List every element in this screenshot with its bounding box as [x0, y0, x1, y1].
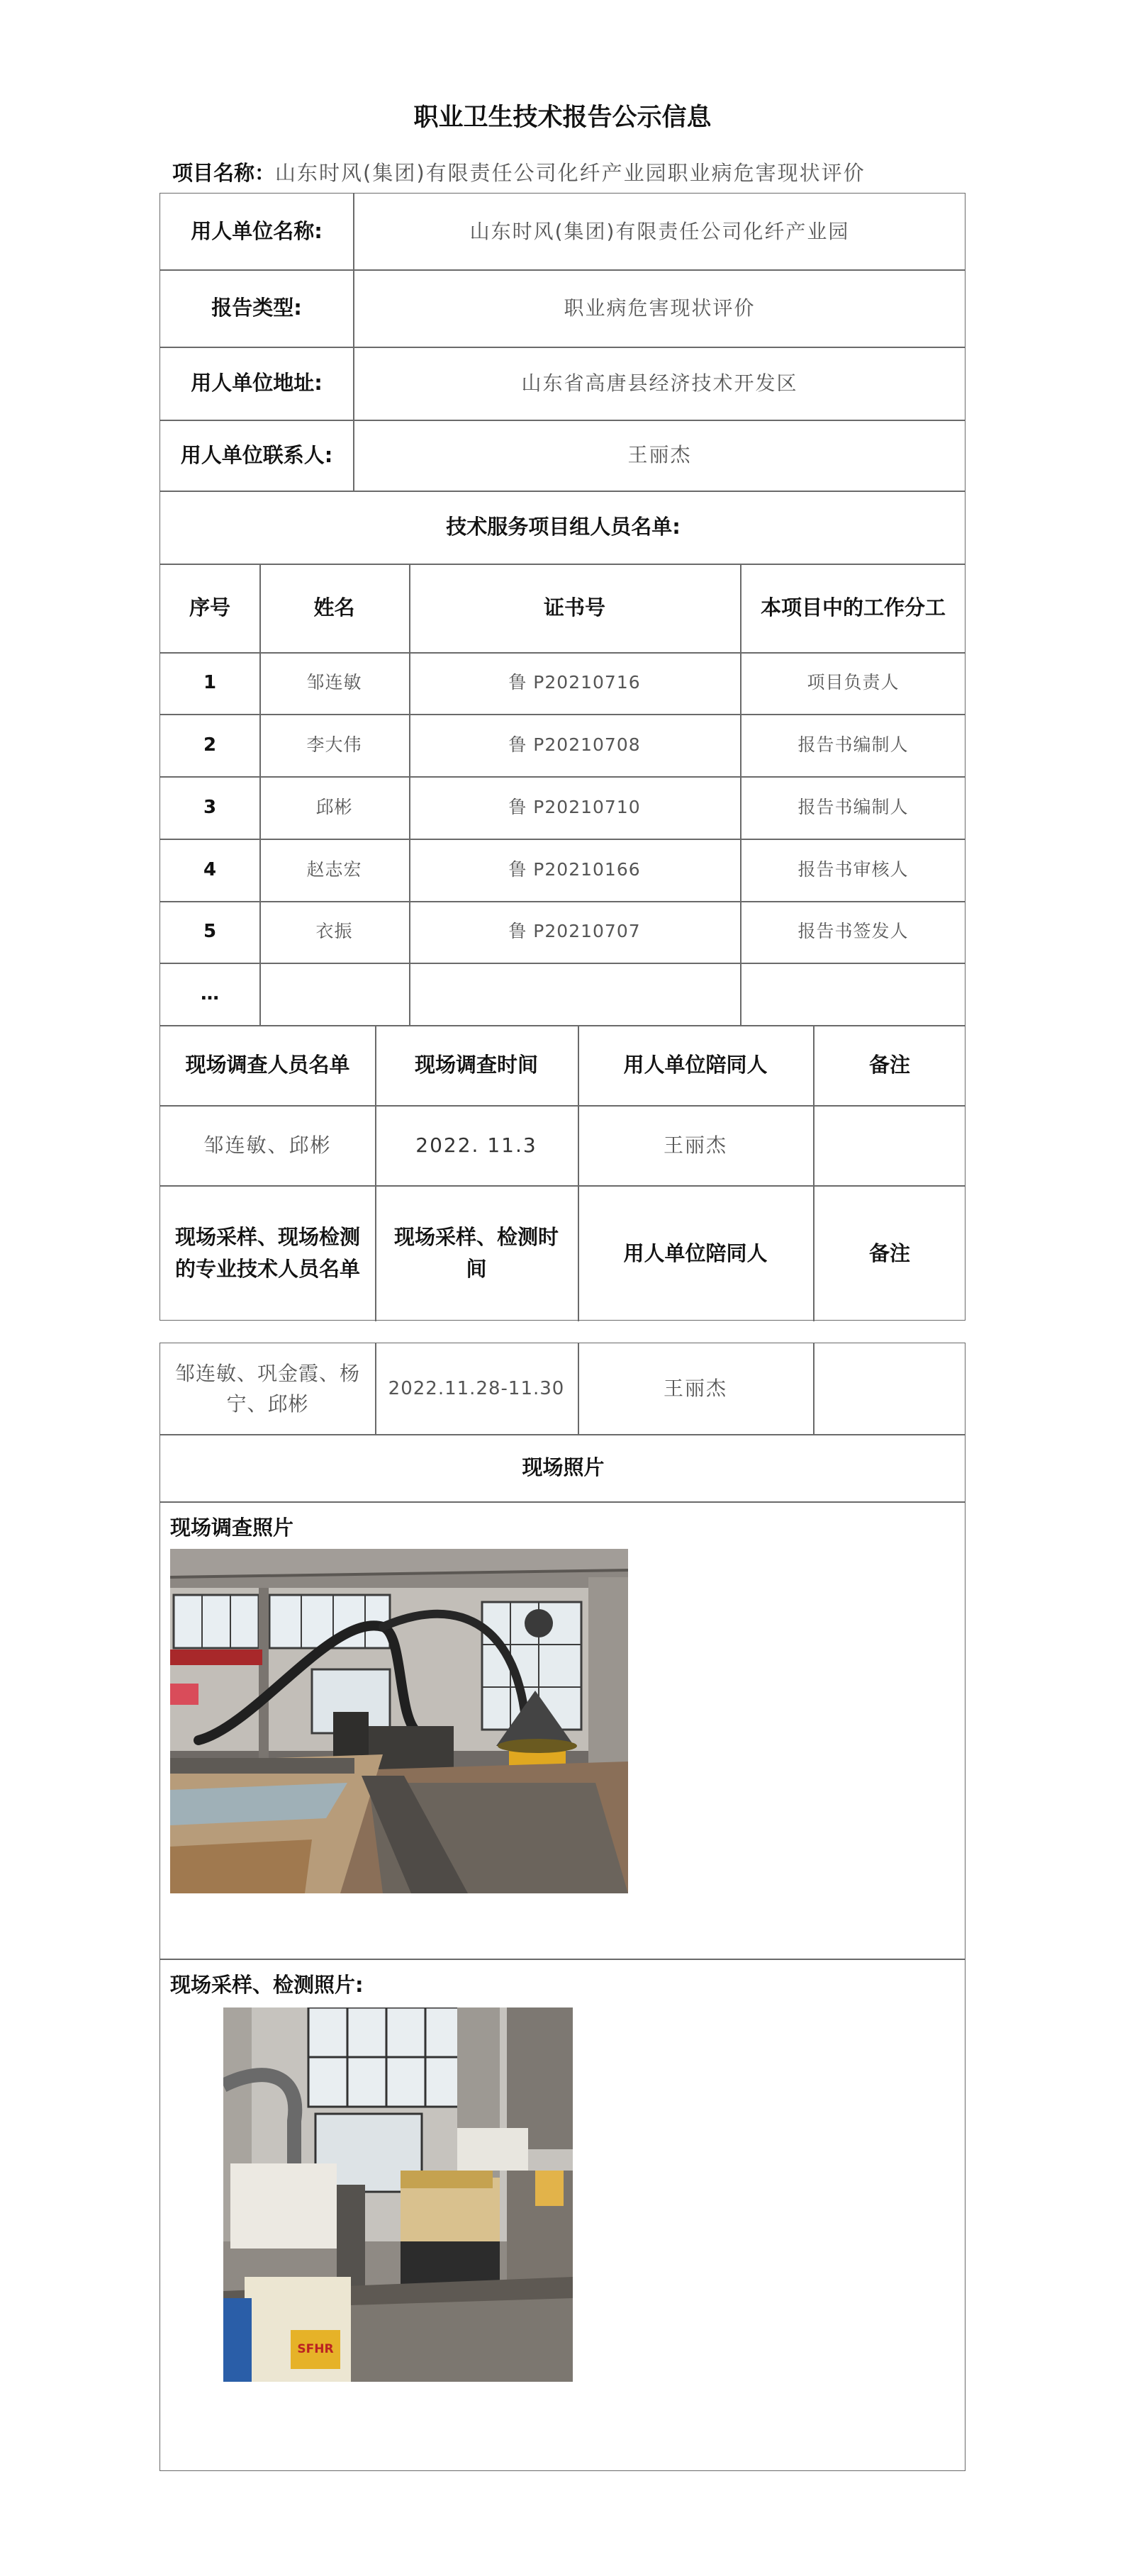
company-name-label: 用人单位名称: [191, 219, 323, 244]
project-name-value: 山东时风(集团)有限责任公司化纤产业园职业病危害现状评价 [275, 161, 866, 185]
team-row-4-no: 4 [203, 858, 217, 880]
company-name-value: 山东时风(集团)有限责任公司化纤产业园 [469, 219, 850, 243]
team-row-3-no: 3 [203, 796, 217, 818]
team-list-title: 技术服务项目组人员名单: [446, 515, 681, 539]
team-row-1-no: 1 [203, 672, 217, 694]
team-row-4-cert: 鲁 P20210166 [508, 858, 641, 880]
company-address-value: 山东省高唐县经济技术开发区 [521, 371, 798, 395]
survey-header-staff: 现场调查人员名单 [185, 1053, 350, 1077]
sampling-photo-label: 现场采样、检测照片: [170, 1973, 364, 1997]
survey-companion-value: 王丽杰 [663, 1133, 727, 1157]
team-row-2-role: 报告书编制人 [797, 734, 909, 755]
team-header-cert: 证书号 [543, 595, 605, 620]
survey-header-remark: 备注 [868, 1053, 910, 1077]
sampling-photo [223, 2007, 573, 2382]
page-title: 职业卫生技术报告公示信息 [413, 103, 712, 132]
team-row-5-name: 衣振 [315, 921, 353, 942]
survey-header-companion: 用人单位陪同人 [623, 1053, 768, 1077]
team-header-role: 本项目中的工作分工 [760, 595, 946, 620]
machine-sign-text: SFHR [297, 2342, 334, 2356]
sampling-time-value: 2022.11.28-11.30 [388, 1377, 565, 1399]
team-row-2-cert: 鲁 P20210708 [508, 734, 641, 755]
project-name-line [172, 157, 866, 186]
team-row-4-role: 报告书审核人 [797, 858, 909, 880]
team-header-name: 姓名 [313, 595, 355, 620]
team-row-5-cert: 鲁 P20210707 [508, 921, 641, 942]
survey-header-time: 现场调查时间 [414, 1053, 538, 1077]
info-table [159, 193, 966, 1321]
sampling-remark-value [813, 1343, 966, 1434]
team-row-5-no: 5 [203, 921, 217, 943]
team-row-3-cert: 鲁 P20210710 [508, 796, 641, 817]
survey-time-value: 2022. 11.3 [415, 1133, 537, 1157]
sampling-header-staff: 现场采样、现场检测的专业技术人员名单 [174, 1225, 360, 1281]
report-type-label: 报告类型: [211, 296, 302, 320]
company-address-label: 用人单位地址: [191, 371, 323, 396]
company-contact-label: 用人单位联系人: [180, 442, 333, 467]
sampling-header-time: 现场采样、检测时间 [393, 1225, 559, 1281]
sampling-header-companion: 用人单位陪同人 [623, 1241, 768, 1265]
survey-remark-value [813, 1105, 966, 1185]
team-row-ellipsis: … [201, 982, 219, 1004]
team-row-3-role: 报告书编制人 [797, 796, 909, 817]
team-row-1-cert: 鲁 P20210716 [508, 672, 641, 693]
team-row-1-role: 项目负责人 [807, 672, 900, 693]
team-row-3-name: 邱彬 [315, 796, 353, 817]
team-row-1-name: 邹连敏 [306, 672, 362, 693]
company-contact-value: 王丽杰 [627, 443, 692, 467]
team-row-2-no: 2 [203, 734, 217, 756]
team-row-2-name: 李大伟 [306, 734, 362, 755]
survey-photo [170, 1549, 628, 1893]
sampling-staff-value: 邹连敏、巩金霞、杨宁、邱彬 [174, 1361, 360, 1416]
survey-staff-value: 邹连敏、邱彬 [203, 1133, 332, 1157]
report-type-value: 职业病危害现状评价 [564, 296, 756, 320]
survey-photo-label: 现场调查照片 [170, 1516, 294, 1540]
team-row-4-name: 赵志宏 [306, 858, 362, 880]
sampling-companion-value: 王丽杰 [663, 1377, 727, 1401]
sampling-header-remark: 备注 [868, 1241, 910, 1265]
team-header-no: 序号 [189, 595, 230, 620]
team-row-5-role: 报告书签发人 [797, 921, 909, 942]
project-name-label: 项目名称： [172, 161, 276, 185]
site-photos-title: 现场照片 [522, 1455, 605, 1480]
